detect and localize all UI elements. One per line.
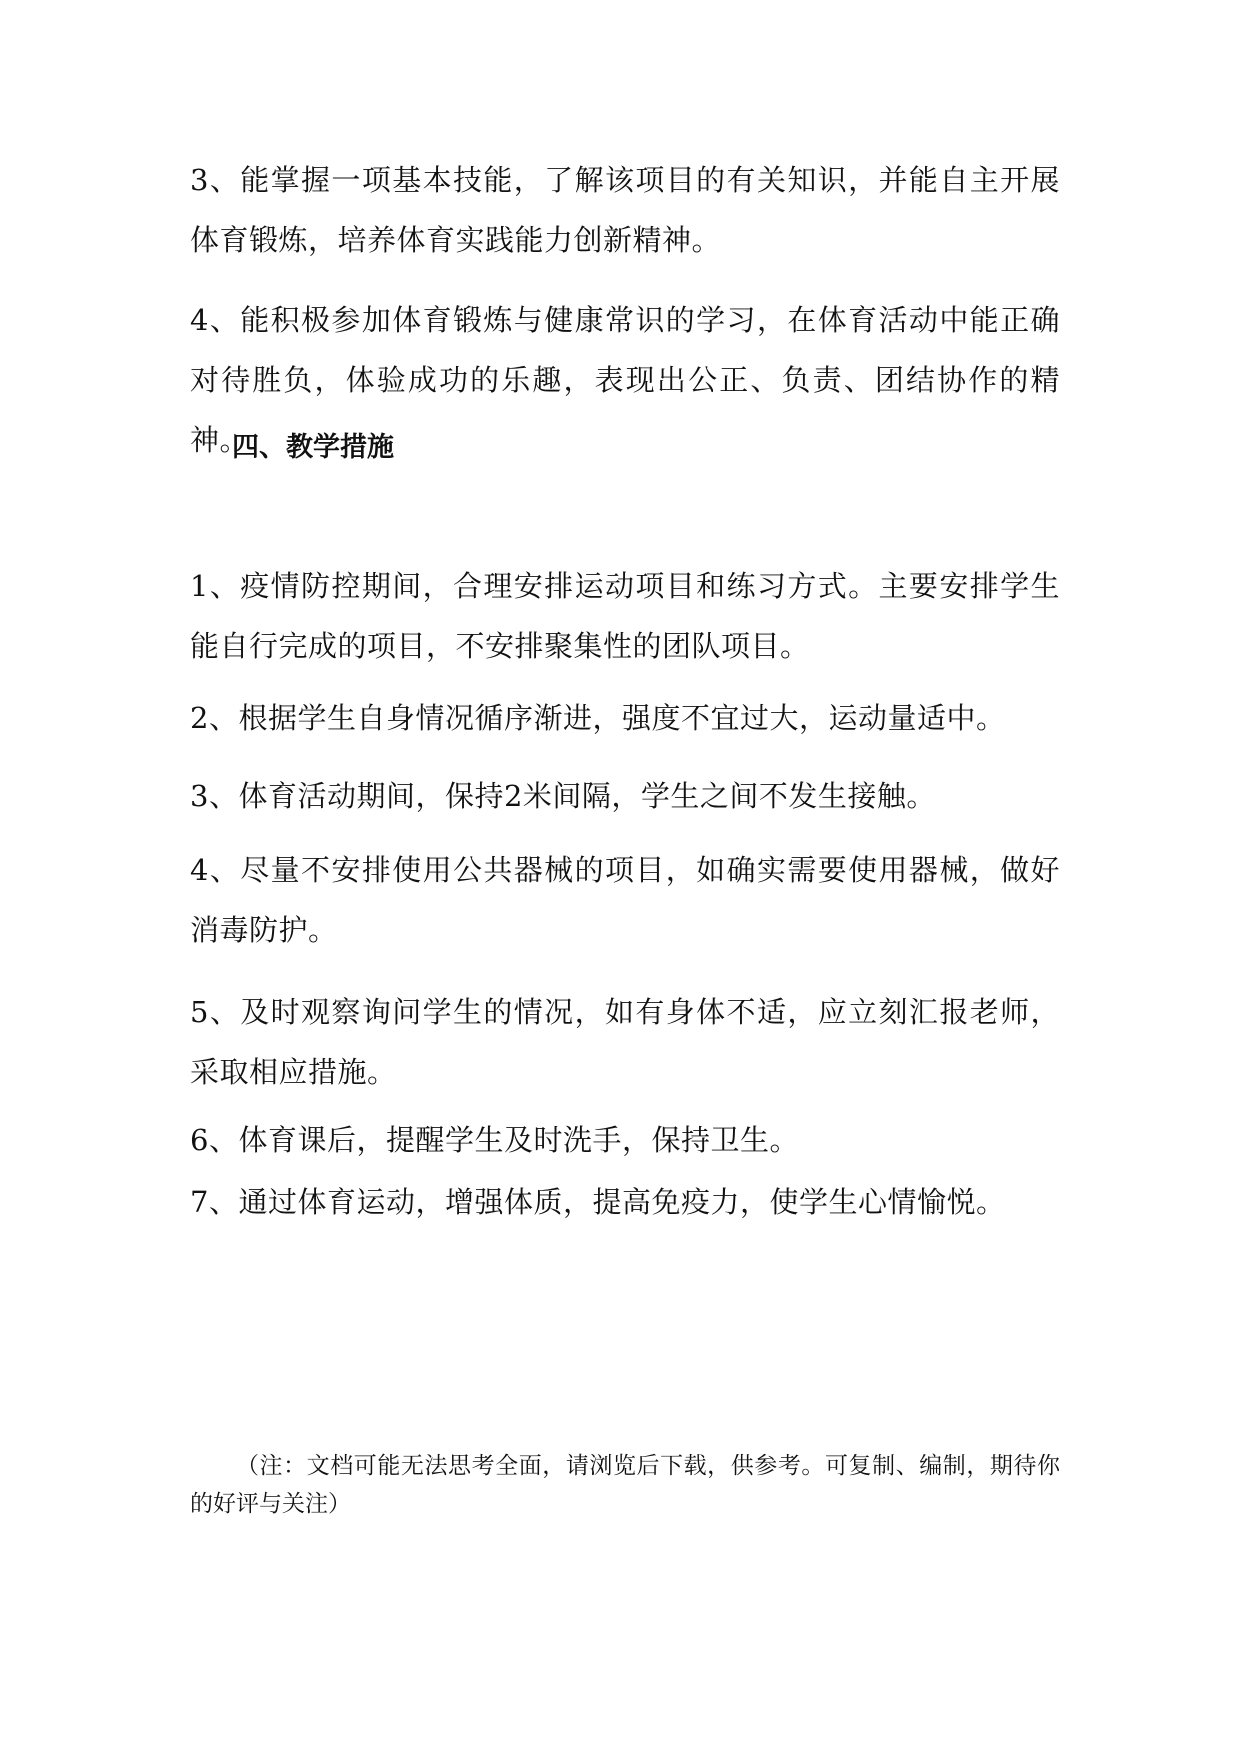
objective-4-paragraph: 4、能积极参加体育锻炼与健康常识的学习，在体育活动中能正确对待胜负，体验成功的乐趣，表现出公正、负责、团结协作的精神。 bbox=[190, 303, 1060, 457]
measure-3-paragraph: 3、体育活动期间，保持2米间隔，学生之间不发生接触。 bbox=[190, 779, 936, 813]
footer-note: （注：文档可能无法思考全面，请浏览后下载，供参考。可复制、编制，期待你的好评与关注） bbox=[190, 1453, 1060, 1517]
measure-6-paragraph: 6、体育课后，提醒学生及时洗手，保持卫生。 bbox=[190, 1123, 799, 1157]
measure-5-paragraph: 5、及时观察询问学生的情况，如有身体不适，应立刻汇报老师，采取相应措施。 bbox=[190, 995, 1060, 1089]
measure-4-paragraph: 4、尽量不安排使用公共器械的项目，如确实需要使用器械，做好消毒防护。 bbox=[190, 853, 1060, 947]
objective-3-paragraph: 3、能掌握一项基本技能，了解该项目的有关知识，并能自主开展体育锻炼，培养体育实践能力创新精神。 bbox=[190, 163, 1060, 257]
measure-1-paragraph: 1、疫情防控期间，合理安排运动项目和练习方式。主要安排学生能自行完成的项目，不安排聚集性的团队项目。 bbox=[190, 569, 1060, 663]
measure-7-paragraph: 7、通过体育运动，增强体质，提高免疫力，使学生心情愉悦。 bbox=[190, 1185, 1006, 1219]
measure-2-paragraph: 2、根据学生自身情况循序渐进，强度不宜过大，运动量适中。 bbox=[190, 701, 1006, 735]
section-heading: 四、教学措施 bbox=[232, 432, 394, 463]
